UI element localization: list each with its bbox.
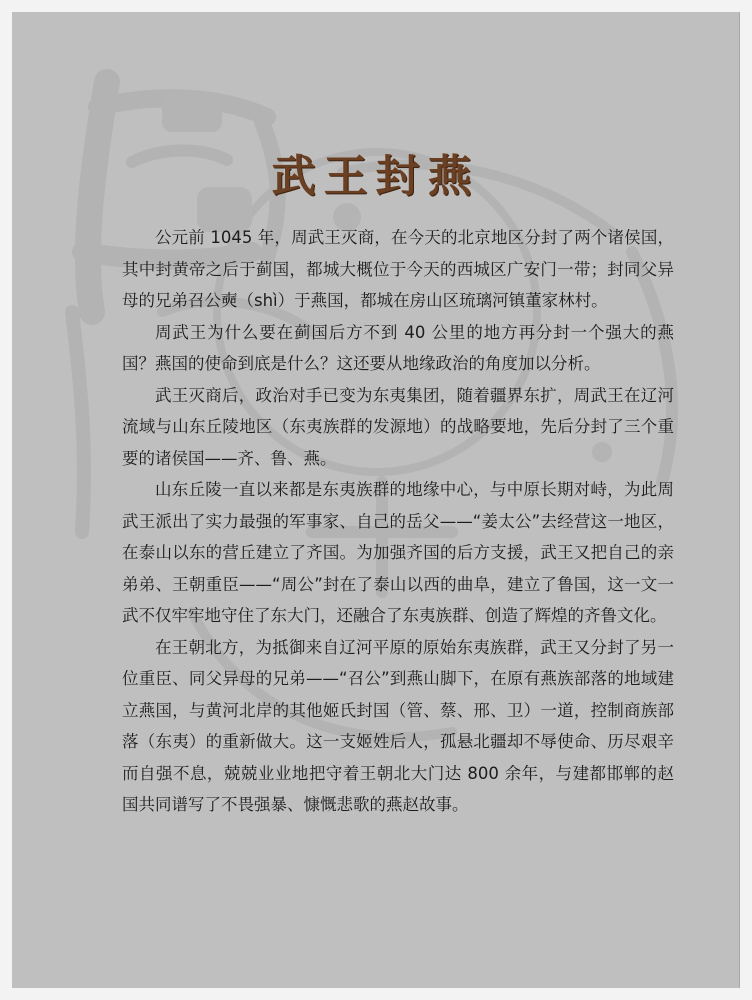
paragraph: 公元前 1045 年，周武王灭商，在今天的北京地区分封了两个诸侯国，其中封黄帝之后于蓟国，都城大概位于今天的西城区广安门一带；封同父异母的兄弟召公奭（shì）于燕国，都城在房山区琉璃河镇董家林村。 (122, 228, 674, 310)
page-panel (12, 12, 740, 988)
paragraph: 周武王为什么要在蓟国后方不到 40 公里的地方再分封一个强大的燕国？燕国的使命到底是什么？这还要从地缘政治的角度加以分析。 (122, 322, 674, 373)
paragraph: 武王灭商后，政治对手已变为东夷集团，随着疆界东扩，周武王在辽河流域与山东丘陵地区（东夷族群的发源地）的战略要地，先后分封了三个重要的诸侯国——齐、鲁、燕。 (122, 385, 674, 468)
paragraph: 山东丘陵一直以来都是东夷族群的地缘中心，与中原长期对峙，为此周武王派出了实力最强的军事家、自己的岳父——“姜太公”去经营这一地区，在泰山以东的营丘建立了齐国。为加强齐国的后方支援，武王又把自己的亲弟弟、王朝重臣——“周公”封在了泰山以西的曲阜，建立了鲁国，这一文一武不仅牢牢地守住了东大门，还融合了东夷族群、创造了辉煌的齐鲁文化。 (122, 480, 674, 625)
article-body (122, 222, 674, 821)
page-title: 武王封燕 (271, 151, 480, 202)
paragraph: 在王朝北方，为抵御来自辽河平原的原始东夷族群，武王又分封了另一位重臣、同父异母的兄弟——“召公”到燕山脚下，在原有燕族部落的地域建立燕国，与黄河北岸的其他姬氏封国（管、蔡、邢、卫）一道，控制商族部落（东夷）的重新做大。这一支姬姓后人，孤悬北疆却不辱使命、历尽艰辛而自强不息，兢兢业业地把守着王朝北大门达 800 余年，与建都邯郸的赵国共同谱写了不畏强暴、慷慨悲歌的燕赵故事。 (122, 637, 674, 814)
